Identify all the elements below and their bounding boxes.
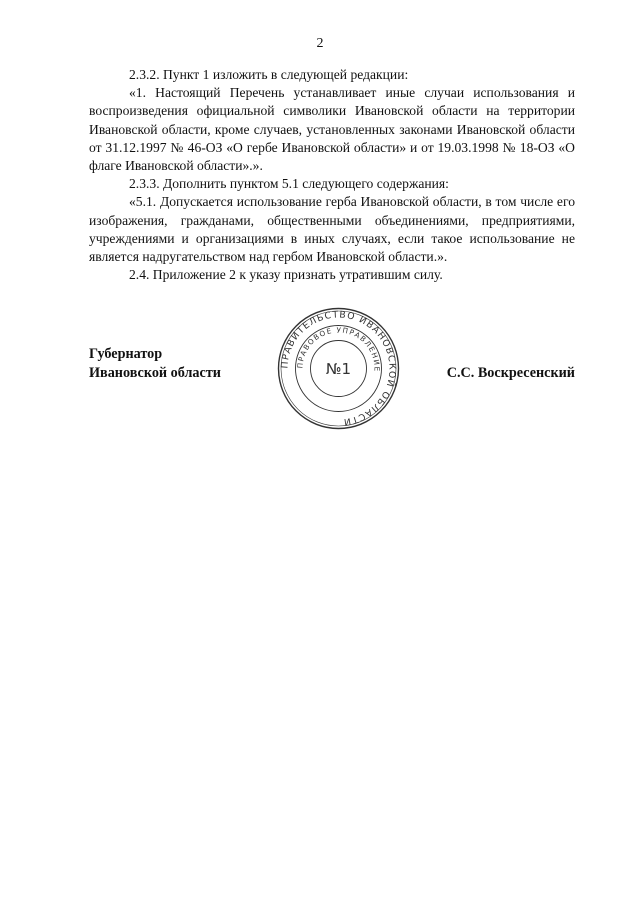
seal-outer-text-path: ПРАВИТЕЛЬСТВО ИВАНОВСКОЙ ОБЛАСТИ <box>279 309 398 428</box>
page-number: 2 <box>316 36 324 51</box>
paragraph-item-5-1-text: «5.1. Допускается использование герба Ивановской области, в том числе его изображения, гражданами, общественными объединениями, предприятиями, учреждениями и организациями в иных случаях, если такое использование не является надругательством над гербом Ивановской области.». <box>89 194 575 265</box>
document-body <box>89 66 575 284</box>
paragraph-2-4: 2.4. Приложение 2 к указу признать утратившим силу. <box>129 267 443 283</box>
official-seal-stamp <box>276 306 401 431</box>
signatory-title-line-1: Губернатор <box>89 346 163 362</box>
paragraph-2-3-2: 2.3.2. Пункт 1 изложить в следующей редакции: <box>129 67 409 82</box>
signatory-title <box>89 345 221 383</box>
seal-inner-text-path: ПРАВОВОЕ УПРАВЛЕНИЕ <box>295 325 382 373</box>
signatory-title-line-2: Ивановской области <box>89 365 221 381</box>
seal-center-number: №1 <box>325 360 352 378</box>
paragraph-item-1-text: «1. Настоящий Перечень устанавливает иные случаи использования и воспроизведения официальной символики Ивановской области на территории Ивановской области, кроме случаев, установленных законами Ивановской области от 31.12.1997 № 46-ОЗ «О гербе Ивановской области» и от 19.03.1998 № 18-ОЗ «О флаге Ивановской области».». <box>89 85 575 174</box>
signatory-name: С.С. Воскресенский <box>446 365 575 381</box>
paragraph-2-3-3: 2.3.3. Дополнить пунктом 5.1 следующего содержания: <box>129 176 449 192</box>
